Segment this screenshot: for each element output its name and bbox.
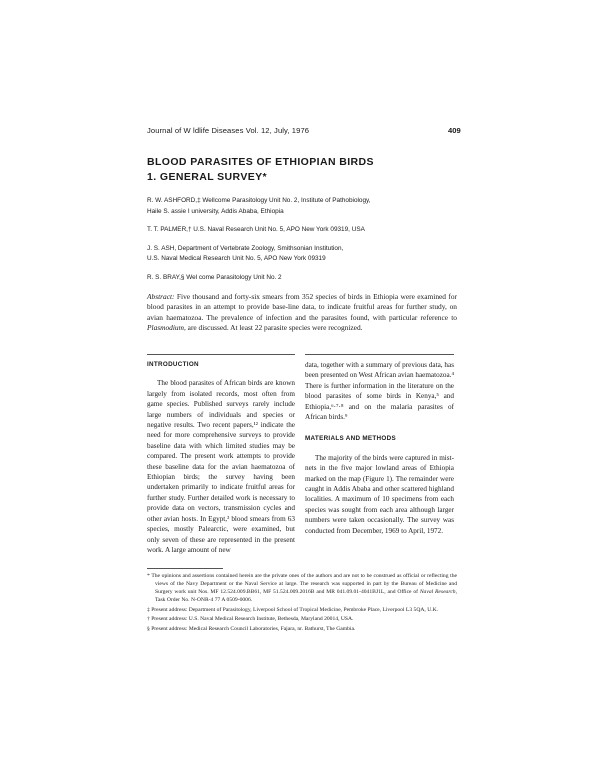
author-line: Haile S. assie I university, Addis Ababa, Ethiopia <box>147 207 284 215</box>
page-number: 409 <box>448 126 461 135</box>
methods-heading: MATERIALS AND METHODS <box>305 435 396 443</box>
footnote-italic: Naval Research, <box>419 589 457 596</box>
left-column <box>147 360 295 555</box>
footnotes <box>147 572 457 635</box>
footnote <box>147 625 457 633</box>
author-list <box>147 196 467 292</box>
introduction-heading: INTRODUCTION <box>147 361 199 368</box>
title-line-1: BLOOD PARASITES OF ETHIOPIAN BIRDS <box>147 156 374 168</box>
section-divider <box>147 354 295 355</box>
footnote <box>147 572 457 604</box>
title-line-2: 1. GENERAL SURVEY* <box>147 171 268 183</box>
author-entry <box>147 244 467 265</box>
footnote-text: † Present address: U.S. Naval Medical Research Institute, Bethesda, Maryland 20014, USA. <box>147 616 354 623</box>
running-header: Journal of W ldlife Diseases Vol. 12, July, 1976 <box>147 126 310 135</box>
footnote-text-end: Task Order No. N-ONR-4 77 A 0509-0006. <box>155 597 253 604</box>
author-line: J. S. ASH, Department of Vertebrate Zoology, Smithsonian Institution, <box>147 244 344 252</box>
methods-paragraph: The majority of the birds were captured in mist-nets in the five major lowland areas of Ethiopia marked on the map (Figure 1). The remainder were caught in Addis Ababa and other scattered highland localities. A maximum of 10 specimens from each species was sought from each area although larger numbers were taken occasionally. The survey was conducted from December, 1969 to April, 1972. <box>305 453 454 535</box>
footnote <box>147 615 457 623</box>
section-divider <box>305 354 454 355</box>
abstract-label: Abstract: <box>147 292 175 301</box>
author-line: T. T. PALMER,† U.S. Naval Research Unit No. 5, APO New York 09319, USA <box>147 226 365 234</box>
author-entry <box>147 273 467 284</box>
abstract <box>147 292 457 334</box>
author-line: R. S. BRAY,§ Wel come Parasitology Unit No. 2 <box>147 274 282 282</box>
footnote-text: ‡ Present address: Department of Parasitology, Liverpool School of Tropical Medicine, Pembroke Place, Liverpool L3 5QA, U.K. <box>147 606 439 613</box>
introduction-paragraph: The blood parasites of African birds are known largely from isolated records, most often from game species. Published surveys rarely include large numbers of individuals and species or negative results. Two recent papers,¹² indicate the need for more comprehensive surveys to provide baseline data with which limited studies may be compared. The present work attempts to provide these baseline data for the avian haematozoa of Ethiopian birds; the survey having been undertaken primarily to indicate fruitful areas for further study. Further detailed work is necessary to provide data on vectors, transmission cycles and other avian hosts. In Egypt,³ blood smears from 63 species, mostly Palearctic, were examined, but only seven of these are represented in the present work. A large amount of new <box>147 379 295 554</box>
author-entry <box>147 225 467 236</box>
abstract-italic-term: Plasmodium, <box>147 323 186 333</box>
footnote-text: § Present address: Medical Research Council Laboratories, Fajara, nr. Bathurst, The Gambia. <box>147 626 356 633</box>
author-line: R. W. ASHFORD,‡ Wellcome Parasitology Unit No. 2, Institute of Pathobiology, <box>147 197 371 204</box>
abstract-text-end: are discussed. At least 22 parasite species were recognized. <box>185 323 363 333</box>
footnote-text: * The opinions and assertions contained herein are the private ones of the authors and are not to be construed as official or reflecting the views of the Navy Department or the Naval Service at large. The research was supported in part by the Bureau of Medicine and Surgery work unit Nos. MF 12.524.009.BB61, MF 51.524.009.2016B and MR 041.09.01-4041BJ1L, and Office of <box>147 573 457 596</box>
author-entry <box>147 196 467 217</box>
author-line: U.S. Naval Medical Research Unit No. 5, APO New York 09319 <box>147 255 326 263</box>
right-column <box>305 360 454 536</box>
article-title <box>147 155 374 185</box>
introduction-continuation: data, together with a summary of previous data, has been presented on West African avian haematozoa.⁴ There is further information in the literature on the blood parasites of some birds in Kenya,⁵ and Ethiopia,⁶·⁷·⁸ and on the malaria parasites of African birds.⁹ <box>305 361 454 422</box>
footnote-rule <box>147 568 223 569</box>
footnote <box>147 606 457 614</box>
abstract-text: Five thousand and forty-six smears from 352 species of birds in Ethiopia were examined for blood parasites in an attempt to provide base-line data, to indicate fruitful areas for further study, on avian haematozoa. The prevalence of infection and the parasites found, with particular reference to <box>147 292 457 322</box>
